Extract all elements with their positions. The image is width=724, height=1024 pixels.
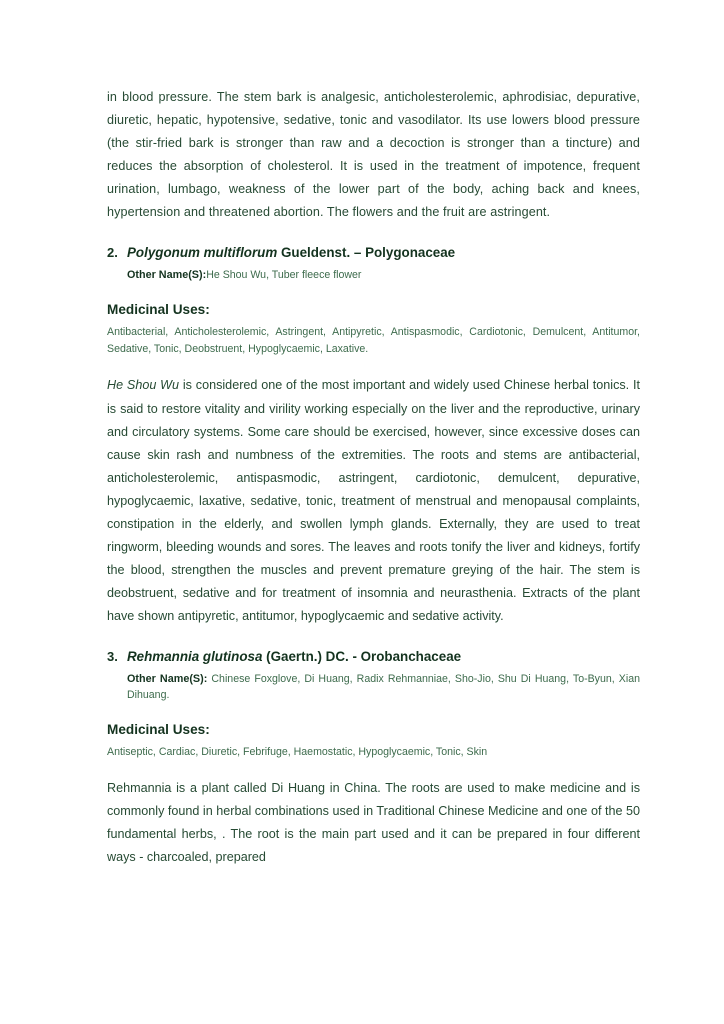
entry-2-other-names-value: He Shou Wu, Tuber fleece flower: [206, 269, 362, 282]
entry-2-medicinal-uses-list: Antibacterial, Anticholesterolemic, Astringent, Antipyretic, Antispasmodic, Cardiotonic, Demulcent, Antitumor, Sedative, Tonic, Deobstruent, Hypoglycaemic, Laxative.: [107, 326, 640, 356]
entry-2-description-body: is considered one of the most important and widely used Chinese herbal tonics. It is said to restore vitality and virility working especially on the liver and the reproductive, urinary and circulatory systems. Some care should be exercised, however, since excessive doses can cause skin rash and numbness of the extremities. The roots and stems are antibacterial, anticholesterolemic, antispasmodic, astringent, cardiotonic, demulcent, depurative, hypoglycaemic, laxative, sedative, tonic, treatment of menstrual and menopausal complaints, constipation in the elderly, and swollen lymph glands. Externally, they are used to treat ringworm, bleeding wounds and sores. The leaves and roots tonify the liver and kidneys, fortify the blood, strengthen the muscles and prevent premature greying of the hair. The stem is deobstruent, sedative and for treatment of insomnia and neurasthenia. Extracts of the plant have shown antipyretic, antitumor, hypoglycaemic and sedative activity.: [107, 378, 640, 623]
entry-2: [107, 244, 640, 284]
entry-2-species-authority: Gueldenst. – Polygonaceae: [277, 245, 456, 261]
entry-3: [107, 648, 640, 704]
entry-2-medicinal-uses-heading: Medicinal Uses:: [107, 302, 210, 318]
entry-2-description: [107, 374, 640, 627]
entry-3-species-scientific: Rehmannia glutinosa: [127, 648, 263, 664]
spacer: [107, 761, 640, 777]
entry-2-species-scientific: Polygonum multiflorum: [127, 245, 278, 261]
intro-paragraph: in blood pressure. The stem bark is analgesic, anticholesterolemic, aphrodisiac, depurative, diuretic, hepatic, hypotensive, sedative, tonic and vasodilator. Its use lowers blood pressure (the stir-fried bark is stronger than raw and a decoction is stronger than a tincture) and reduces the absorption of cholesterol. It is used in the treatment of impotence, frequent urination, lumbago, weakness of the lower part of the body, aching back and knees, hypertension and threatened abortion. The flowers and the fruit are astringent.: [107, 90, 640, 220]
entry-2-other-names-label: Other Name(S):: [127, 269, 207, 282]
entry-3-medicinal-uses-heading: Medicinal Uses:: [107, 721, 210, 737]
entry-3-other-names-label: Other Name(S):: [127, 672, 208, 685]
entry-3-medicinal-uses-section: [107, 722, 640, 761]
entry-2-species: [127, 244, 640, 262]
entry-2-medicinal-uses-section: [107, 302, 640, 358]
entry-3-other-names: [127, 671, 640, 704]
entry-3-description: Rehmannia is a plant called Di Huang in China. The roots are used to make medicine and is commonly found in herbal combinations used in Traditional Chinese Medicine and one of the 50 fundamental herbs, . The root is the main part used and it can be prepared in four different ways - charcoaled, prepared: [107, 780, 640, 864]
spacer: [107, 358, 640, 374]
entry-3-number: 3.: [107, 648, 118, 664]
entry-3-other-names-value: Chinese Foxglove, Di Huang, Radix Rehmanniae, Sho-Jio, Shu Di Huang, To-Byun, Xian Dihuang.: [127, 672, 640, 701]
entry-2-other-names: [127, 267, 640, 284]
entry-3-species: [127, 648, 640, 666]
entry-3-medicinal-uses-list: Antiseptic, Cardiac, Diuretic, Febrifuge, Haemostatic, Hypoglycaemic, Tonic, Skin: [107, 745, 488, 758]
entry-2-number: 2.: [107, 245, 118, 261]
entry-2-description-lead: He Shou Wu: [107, 378, 180, 393]
entry-3-species-authority: (Gaertn.) DC. - Orobanchaceae: [262, 648, 462, 664]
